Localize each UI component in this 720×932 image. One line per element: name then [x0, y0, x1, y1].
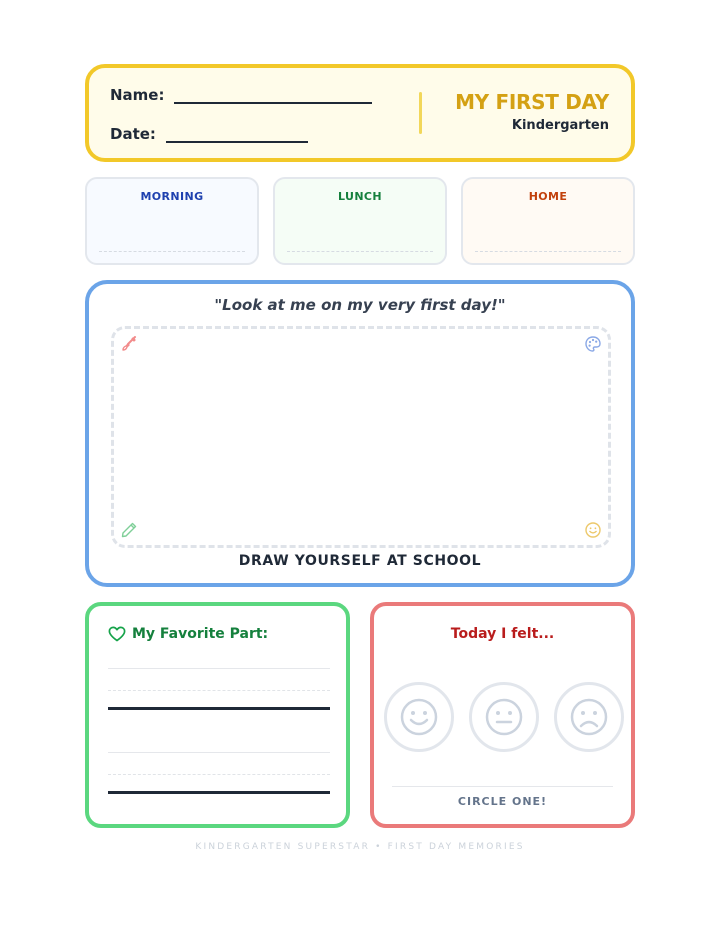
- page-subtitle: Kindergarten: [511, 118, 609, 133]
- paintbrush-icon: [120, 335, 138, 353]
- footer-text: KINDERGARTEN SUPERSTAR • FIRST DAY MEMORIES: [195, 842, 525, 852]
- morning-label: MORNING: [140, 190, 204, 203]
- name-write-line[interactable]: [174, 86, 372, 104]
- lunch-write-line: [287, 251, 433, 252]
- favorite-guide-line: [108, 752, 330, 753]
- drawing-card: [85, 280, 635, 587]
- name-field-row: [110, 86, 372, 104]
- header-card: [85, 64, 635, 162]
- favorite-base-line[interactable]: [108, 791, 330, 794]
- favorite-title-text: My Favorite Part:: [132, 626, 269, 642]
- date-field-row: [110, 125, 308, 143]
- favorite-mid-line: [108, 690, 330, 691]
- feelings-divider: [392, 786, 613, 787]
- sad-face-icon: [569, 697, 609, 737]
- date-write-line[interactable]: [166, 125, 308, 143]
- morning-write-line: [99, 251, 245, 252]
- drawing-quote: "Look at me on my very first day!": [214, 296, 506, 314]
- favorite-title: [108, 626, 268, 642]
- drawing-area[interactable]: [111, 326, 611, 548]
- neutral-face-icon: [484, 697, 524, 737]
- pencil-icon: [120, 521, 138, 539]
- home-box[interactable]: [461, 177, 635, 265]
- feelings-title: Today I felt...: [450, 626, 555, 642]
- header-divider: [419, 92, 422, 134]
- neutral-face-option[interactable]: [469, 682, 539, 752]
- name-label: Name:: [110, 86, 165, 104]
- heart-icon: [108, 626, 126, 642]
- palette-icon: [584, 335, 602, 353]
- happy-face-option[interactable]: [384, 682, 454, 752]
- sad-face-option[interactable]: [554, 682, 624, 752]
- morning-box[interactable]: [85, 177, 259, 265]
- smiley-icon: [584, 521, 602, 539]
- favorite-base-line[interactable]: [108, 707, 330, 710]
- feelings-card: [370, 602, 635, 828]
- home-write-line: [475, 251, 621, 252]
- lunch-box[interactable]: [273, 177, 447, 265]
- page-title: MY FIRST DAY: [455, 90, 609, 114]
- home-label: HOME: [528, 190, 568, 203]
- lunch-label: LUNCH: [337, 190, 383, 203]
- favorite-part-card: [85, 602, 350, 828]
- favorite-mid-line: [108, 774, 330, 775]
- feelings-caption: CIRCLE ONE!: [457, 795, 548, 808]
- drawing-caption: DRAW YOURSELF AT SCHOOL: [238, 553, 482, 569]
- happy-face-icon: [399, 697, 439, 737]
- favorite-guide-line: [108, 668, 330, 669]
- date-label: Date:: [110, 125, 156, 143]
